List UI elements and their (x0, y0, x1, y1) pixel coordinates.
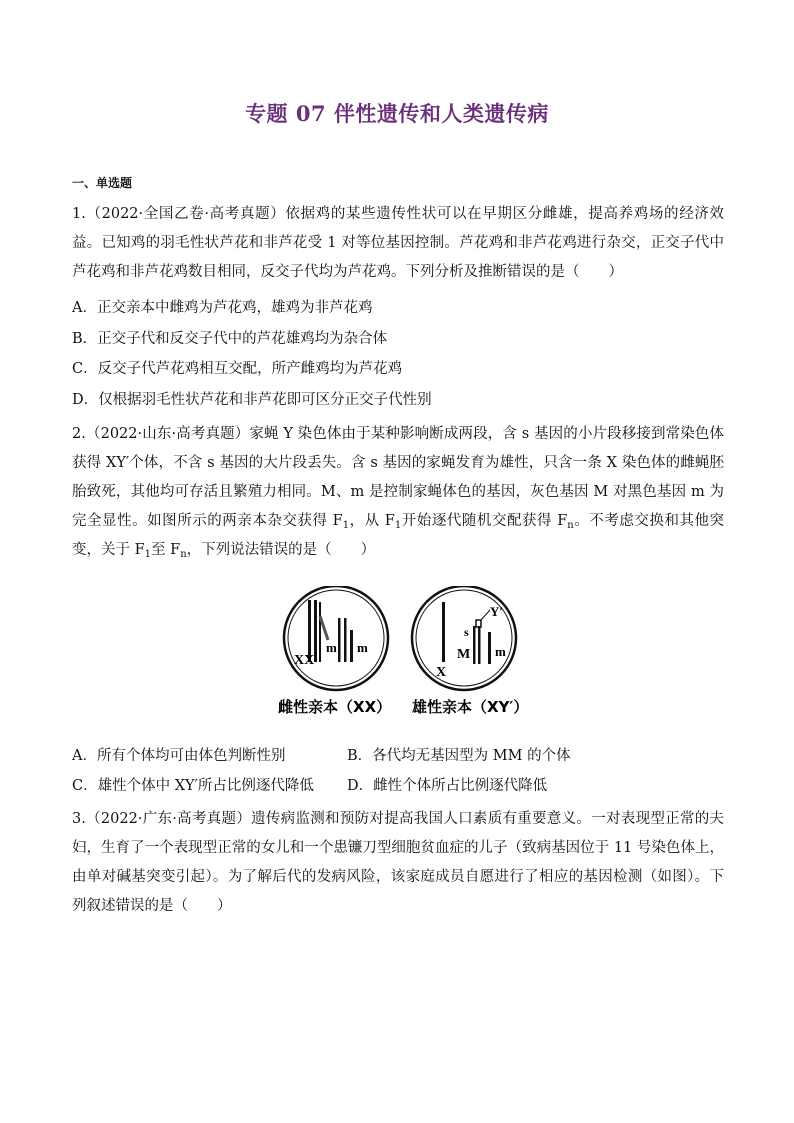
section-heading: 一、单选题 (72, 176, 133, 190)
female-parent-caption: 雌性亲本（XX） (278, 698, 392, 716)
question-1-option-a: A．正交亲本中雌鸡为芦花鸡，雄鸡为非芦花鸡 (72, 300, 373, 316)
question-1-option-b: B．正交子代和反交子代中的芦花雄鸡均为杂合体 (72, 331, 388, 347)
male-y-label: Y′ (490, 604, 504, 619)
page-title: 专题 07 伴性遗传和人类遗传病 (245, 101, 549, 126)
male-parent-cell (412, 586, 516, 690)
question-2-option-a: A．所有个体均可由体色判断性别 (72, 748, 286, 764)
question-1-option-c: C．反交子代芦花鸡相互交配，所产雌鸡均为芦花鸡 (72, 361, 403, 377)
question-2-stem: 2.（2022·山东·高考真题）家蝇 Y 染色体由于某种影响断成两段，含 s 基因的小片段移接到常染色体获得 XY′个体，不含 s 基因的大片段丢失。含 s 基因的家蝇发育为雄性，只含一条 X 染色体的雌蝇胚胎致死，其他均可存活且繁殖力相同。M、m 是控制家蝇体色的基因，灰色基因 M 对黑色基因 m 为完全显性。如图所示的两亲本杂交获得 $F_1$，从 $F_1$开始逐代随机交配获得 $F_n$。不考虑交换和其他突变，关于 $F_1$至 $F_n$，下列说法错误的是（ ） (72, 426, 725, 560)
male-s-label: s (464, 625, 469, 639)
chromosome-figure (276, 586, 546, 726)
female-parent-cell (284, 586, 388, 690)
question-3-stem: 3.（2022·广东·高考真题）遗传病监测和预防对提高我国人口素质有重要意义。一对表现型正常的夫妇，生育了一个表现型正常的女儿和一个患镰刀型细胞贫血症的儿子（致病基因位于 11 号染色体上，由单对碱基突变引起）。为了解后代的发病风险，该家庭成员自愿进行了相应的基因检测（如图）。下列叙述错误的是（ ） (72, 811, 724, 914)
question-2-option-b: B．各代均无基因型为 MM 的个体 (347, 748, 571, 764)
female-m-label: m (326, 640, 337, 655)
question-1-option-d: D．仅根据羽毛性状芦花和非芦花即可区分正交子代性别 (72, 392, 432, 408)
male-parent-caption: 雄性亲本（XY′） (412, 698, 529, 716)
male-big-m-label: M (457, 647, 471, 662)
female-m2-label: m (357, 640, 368, 655)
male-x-label: X (436, 665, 447, 680)
question-2-option-c: C．雄性个体中 XY′所占比例逐代降低 (72, 778, 314, 794)
question-1-stem: 1.（2022·全国乙卷·高考真题）依据鸡的某些遗传性状可以在早期区分雌雄，提高养鸡场的经济效益。已知鸡的羽毛性状芦花和非芦花受 1 对等位基因控制。芦花鸡和非芦花鸡进行杂交，正交子代中芦花鸡和非芦花鸡数目相同，反交子代均为芦花鸡。下列分析及推断错误的是（ ） (72, 206, 724, 280)
question-2-option-d: D．雌性个体所占比例逐代降低 (347, 778, 548, 794)
male-m-label: m (495, 644, 506, 659)
female-x-label: XX (294, 653, 315, 668)
